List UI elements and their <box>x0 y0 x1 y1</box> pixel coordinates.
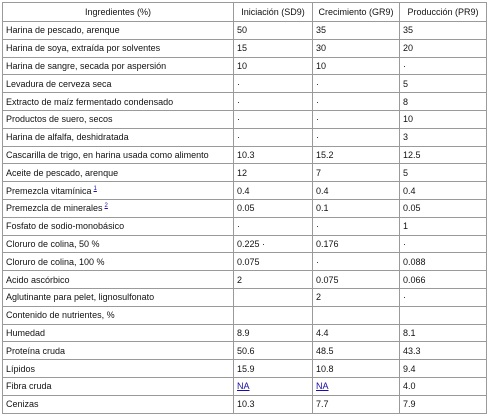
cell-value: 2 <box>316 292 322 303</box>
cell-value: 7 <box>316 167 322 178</box>
cell-value: 8.9 <box>237 327 250 338</box>
cell-value: · <box>237 96 240 107</box>
value-cell <box>313 199 400 217</box>
value-cell <box>400 164 487 182</box>
header-ingredients: Ingredientes (%) <box>3 3 234 22</box>
value-cell <box>234 93 313 111</box>
ingredient-name: Premezcla vitamínica <box>6 185 92 196</box>
na-link[interactable]: NA <box>237 381 250 392</box>
ingredient-cell <box>3 253 234 271</box>
table-row <box>3 146 487 164</box>
ingredient-cell <box>3 395 234 413</box>
value-cell <box>313 342 400 360</box>
cell-value: 10.3 <box>237 149 255 160</box>
ingredient-cell <box>3 342 234 360</box>
value-cell <box>234 217 313 235</box>
ingredient-name: Lípidos <box>6 363 36 374</box>
ingredient-cell <box>3 39 234 57</box>
table-row <box>3 22 487 40</box>
cell-value: 3 <box>403 132 409 143</box>
value-cell <box>400 271 487 289</box>
cell-value: 35 <box>403 25 414 36</box>
value-cell <box>400 235 487 253</box>
value-cell <box>234 57 313 75</box>
ingredient-name: Cenizas <box>6 399 39 410</box>
table-row <box>3 128 487 146</box>
value-cell <box>313 324 400 342</box>
ingredient-cell <box>3 146 234 164</box>
cell-value: 10 <box>316 60 327 71</box>
ingredient-name: Harina de soya, extraída por solventes <box>6 43 161 54</box>
ingredient-name: Humedad <box>6 327 46 338</box>
cell-value: 15 <box>237 43 248 54</box>
value-cell <box>313 39 400 57</box>
value-cell <box>313 22 400 40</box>
table-row <box>3 182 487 200</box>
ingredient-name: Acido ascórbico <box>6 274 70 285</box>
header-production: Producción (PR9) <box>400 3 487 22</box>
value-cell <box>313 110 400 128</box>
ingredient-name: Proteína cruda <box>6 345 66 356</box>
cell-value: 5 <box>403 78 409 89</box>
table-row <box>3 164 487 182</box>
ingredient-name: Cascarilla de trigo, en harina usada como alimento <box>6 149 209 160</box>
value-cell <box>234 342 313 360</box>
value-cell <box>234 288 313 306</box>
ingredient-name: Contenido de nutrientes, % <box>6 310 115 321</box>
value-cell <box>234 128 313 146</box>
ingredient-name: Cloruro de colina, 50 % <box>6 238 100 249</box>
cell-value: 7.9 <box>403 399 416 410</box>
table-row <box>3 217 487 235</box>
value-cell <box>313 377 400 395</box>
table-row <box>3 377 487 395</box>
table-row <box>3 235 487 253</box>
value-cell <box>234 235 313 253</box>
value-cell <box>234 324 313 342</box>
value-cell <box>313 75 400 93</box>
cell-value: · <box>316 132 319 143</box>
value-cell <box>234 253 313 271</box>
cell-value: 15.2 <box>316 149 334 160</box>
value-cell <box>400 146 487 164</box>
value-cell <box>313 395 400 413</box>
ingredient-cell <box>3 199 234 217</box>
ingredient-name: Harina de sangre, secada por aspersión <box>6 60 167 71</box>
value-cell <box>234 164 313 182</box>
value-cell <box>400 217 487 235</box>
value-cell <box>400 288 487 306</box>
cell-value: 20 <box>403 43 414 54</box>
ingredient-cell <box>3 182 234 200</box>
value-cell <box>234 377 313 395</box>
ingredient-cell <box>3 128 234 146</box>
diet-composition-table <box>2 2 487 414</box>
cell-value: 15.9 <box>237 363 255 374</box>
ingredient-name: Extracto de maíz fermentado condensado <box>6 96 174 107</box>
value-cell <box>234 360 313 378</box>
cell-value: 12 <box>237 167 248 178</box>
cell-value: 0.05 <box>403 203 421 214</box>
ingredient-name: Aglutinante para pelet, lignosulfonato <box>6 292 155 303</box>
cell-value: · <box>316 114 319 125</box>
value-cell <box>400 57 487 75</box>
value-cell <box>400 395 487 413</box>
value-cell <box>400 182 487 200</box>
cell-value: · <box>316 78 319 89</box>
value-cell <box>400 306 487 324</box>
value-cell <box>400 75 487 93</box>
cell-value: 7.7 <box>316 399 329 410</box>
cell-value: 1 <box>403 221 409 232</box>
cell-value: 10.3 <box>237 399 255 410</box>
table-body <box>3 22 487 414</box>
cell-value: · <box>316 221 319 232</box>
value-cell <box>313 182 400 200</box>
value-cell <box>313 164 400 182</box>
na-link[interactable]: NA <box>316 381 329 392</box>
value-cell <box>400 377 487 395</box>
cell-value: 8.1 <box>403 327 416 338</box>
header-growth: Crecimiento (GR9) <box>313 3 400 22</box>
cell-value: 0.1 <box>316 203 329 214</box>
cell-value: 0.4 <box>237 185 250 196</box>
ingredient-cell <box>3 93 234 111</box>
header-row <box>3 3 487 22</box>
cell-value: · <box>237 114 240 125</box>
cell-value: 4.4 <box>316 327 329 338</box>
value-cell <box>313 271 400 289</box>
ingredient-name: Premezcla de minerales <box>6 203 103 214</box>
ingredient-cell <box>3 75 234 93</box>
value-cell <box>313 93 400 111</box>
ingredient-name: Fibra cruda <box>6 381 52 392</box>
ingredient-cell <box>3 271 234 289</box>
cell-value: · <box>403 60 406 71</box>
cell-value: 30 <box>316 43 327 54</box>
cell-value: 0.066 <box>403 274 426 285</box>
ingredient-name: Cloruro de colina, 100 % <box>6 256 105 267</box>
cell-value: · <box>237 78 240 89</box>
cell-value: 10.8 <box>316 363 334 374</box>
value-cell <box>400 110 487 128</box>
table-row <box>3 253 487 271</box>
value-cell <box>400 324 487 342</box>
cell-value: 5 <box>403 167 409 178</box>
cell-value: 50 <box>237 25 248 36</box>
cell-value: 0.176 <box>316 238 339 249</box>
value-cell <box>234 22 313 40</box>
table-row <box>3 39 487 57</box>
table-row <box>3 306 487 324</box>
cell-value: · <box>316 96 319 107</box>
value-cell <box>234 75 313 93</box>
cell-value: 4.0 <box>403 381 416 392</box>
value-cell <box>234 110 313 128</box>
ingredient-cell <box>3 164 234 182</box>
table-row <box>3 395 487 413</box>
value-cell <box>234 146 313 164</box>
cell-value: 0.4 <box>316 185 329 196</box>
cell-value: · <box>403 238 406 249</box>
cell-value: · <box>316 256 319 267</box>
cell-value: 0.225 · <box>237 238 266 249</box>
cell-value: 12.5 <box>403 149 421 160</box>
ingredient-name: Fosfato de sodio-monobásico <box>6 221 125 232</box>
cell-value: 0.4 <box>403 185 416 196</box>
value-cell <box>400 128 487 146</box>
cell-value: 10 <box>237 60 248 71</box>
value-cell <box>234 271 313 289</box>
value-cell <box>234 199 313 217</box>
value-cell <box>400 342 487 360</box>
cell-value: · <box>237 132 240 143</box>
value-cell <box>234 182 313 200</box>
cell-value: 9.4 <box>403 363 416 374</box>
ingredient-name: Levadura de cerveza seca <box>6 78 112 89</box>
value-cell <box>400 93 487 111</box>
value-cell <box>400 22 487 40</box>
value-cell <box>400 39 487 57</box>
ingredient-name: Harina de alfalfa, deshidratada <box>6 132 129 143</box>
cell-value: 0.088 <box>403 256 426 267</box>
ingredient-name: Harina de pescado, arenque <box>6 25 120 36</box>
ingredient-cell <box>3 306 234 324</box>
value-cell <box>313 288 400 306</box>
cell-value: 10 <box>403 114 414 125</box>
cell-value: · <box>403 292 406 303</box>
value-cell <box>234 395 313 413</box>
cell-value: 48.5 <box>316 345 334 356</box>
table-row <box>3 342 487 360</box>
cell-value: · <box>237 221 240 232</box>
ingredient-cell <box>3 377 234 395</box>
value-cell <box>400 253 487 271</box>
value-cell <box>313 306 400 324</box>
table-row <box>3 199 487 217</box>
ingredient-name: Productos de suero, secos <box>6 114 113 125</box>
table-row <box>3 271 487 289</box>
value-cell <box>234 39 313 57</box>
cell-value: 0.05 <box>237 203 255 214</box>
ingredient-cell <box>3 360 234 378</box>
ingredient-cell <box>3 288 234 306</box>
value-cell <box>400 199 487 217</box>
cell-value: 0.075 <box>237 256 260 267</box>
footnote-link[interactable]: 2 <box>104 203 108 210</box>
table-row <box>3 288 487 306</box>
cell-value: 50.6 <box>237 345 255 356</box>
ingredient-cell <box>3 217 234 235</box>
table-row <box>3 324 487 342</box>
ingredient-name: Aceite de pescado, arenque <box>6 167 119 178</box>
ingredient-cell <box>3 235 234 253</box>
value-cell <box>313 57 400 75</box>
value-cell <box>313 235 400 253</box>
value-cell <box>234 306 313 324</box>
value-cell <box>313 128 400 146</box>
ingredient-cell <box>3 22 234 40</box>
value-cell <box>313 217 400 235</box>
table-row <box>3 110 487 128</box>
table-row <box>3 75 487 93</box>
table-row <box>3 57 487 75</box>
value-cell <box>400 360 487 378</box>
value-cell <box>313 146 400 164</box>
cell-value: 0.075 <box>316 274 339 285</box>
header-initiation: Iniciación (SD9) <box>234 3 313 22</box>
ingredient-cell <box>3 324 234 342</box>
cell-value: 8 <box>403 96 409 107</box>
ingredient-cell <box>3 57 234 75</box>
table-row <box>3 360 487 378</box>
value-cell <box>313 360 400 378</box>
footnote-link[interactable]: 1 <box>93 185 97 192</box>
ingredient-cell <box>3 110 234 128</box>
table-row <box>3 93 487 111</box>
cell-value: 35 <box>316 25 327 36</box>
cell-value: 2 <box>237 274 243 285</box>
cell-value: 43.3 <box>403 345 421 356</box>
value-cell <box>313 253 400 271</box>
